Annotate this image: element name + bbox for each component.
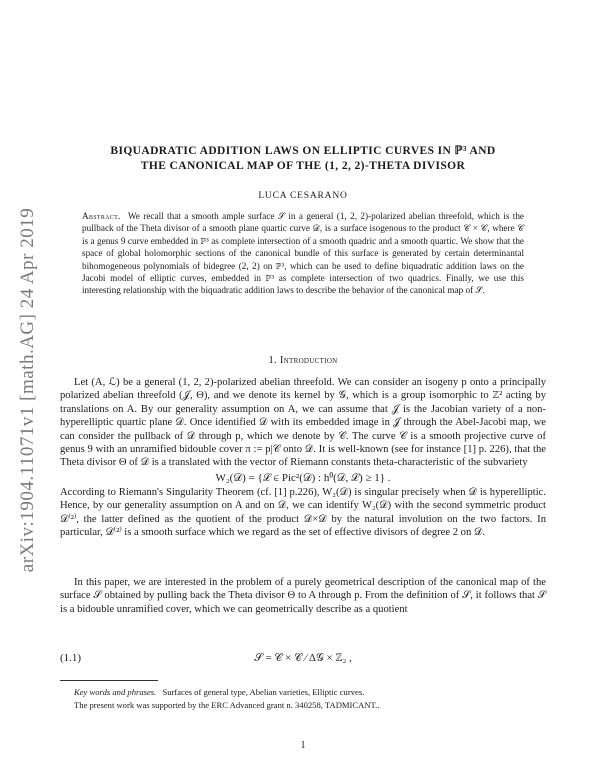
section-heading-introduction — [60, 355, 546, 366]
abstract-label: Abstract. — [82, 211, 121, 221]
display-equation-w2: W₂(𝒟) = {ℒ ∈ Pic²(𝒟) : h⁰(𝒟, ℒ) ≥ 1} . — [215, 472, 391, 484]
section-title: Introduction — [279, 355, 338, 366]
footnote-rule — [60, 680, 158, 681]
paper-title — [60, 144, 546, 174]
display-equation-quotient: 𝒮 = 𝒞 × 𝒞 ⁄ Δ𝒢 × ℤ₂ , — [254, 652, 352, 664]
arxiv-identifier-stamp — [8, 150, 48, 630]
footnote-keywords — [74, 687, 544, 698]
paper-title-line-1: BIQUADRATIC ADDITION LAWS ON ELLIPTIC CURVES IN ℙ³ AND — [110, 145, 496, 157]
abstract-text: We recall that a smooth ample surface 𝒮 in a general (1, 2, 2)-polarized abelian threefold, which is the pullback of the Theta divisor of a smooth plane quartic curve 𝒟, is a surface isogenous to the product 𝒞 × 𝒞, where 𝒞 is a genus 9 curve embedded in ℙ³ as complete intersection of a smooth quadric and a smooth quartic. We show that the space of global holomorphic sections of the canonical bundle of this surface is generated by certain determinantal bihomogeneous polynomials of bidegree (2, 2) on ℙ³, which can be used to define biquadratic addition laws on the Jacobi model of elliptic curves, embedded in ℙ³ as complete intersection of two quadrics. Finally, we use this interesting relationship with the biquadratic addition laws to describe the behavior of the canonical map of 𝒮. — [82, 211, 524, 296]
footnote-support: The present work was supported by the ERC Advanced grant n. 340258, TADMICANT.. — [74, 700, 380, 710]
intro-paragraph-3: In this paper, we are interested in the problem of a purely geometrical description of the canonical map of the surface 𝒮 obtained by pulling back the Theta divisor Θ to A through p. From the definition of 𝒮, it follows that 𝒮 is a bidouble unramified cover, which we can geometrically describe as a quotient — [60, 577, 546, 615]
keywords-text: Surfaces of general type, Abelian varieties, Elliptic curves. — [162, 687, 365, 697]
section-number: 1. — [268, 355, 277, 366]
author-name: LUCA CESARANO — [258, 191, 348, 201]
paper-page — [60, 0, 546, 776]
equation-number: (1.1) — [60, 652, 82, 664]
intro-paragraph-2: According to Riemann's Singularity Theorem (cf. [1] p.226), W₂(𝒟) is singular precisely when 𝒟 is hyperelliptic. Hence, by our generality assumption on A and on 𝒟, we can identify W₂(𝒟) with the second symmetric product 𝒟⁽²⁾, the latter defined as the quotient of the product 𝒟×𝒟 by the natural involution on the two factors. In particular, 𝒟⁽²⁾ is a smooth surface which we regard as the set of effective divisors of degree 2 on 𝒟. — [60, 487, 546, 539]
keywords-label: Key words and phrases. — [74, 687, 157, 697]
abstract — [82, 210, 524, 297]
arxiv-identifier-text: arXiv:1904.11071v1 [math.AG] 24 Apr 2019 — [17, 207, 39, 573]
paper-title-line-2: THE CANONICAL MAP OF THE (1, 2, 2)-THETA DIVISOR — [140, 160, 466, 172]
intro-paragraph-1: Let (A, ℒ) be a general (1, 2, 2)-polarized abelian threefold. We can consider an isogeny p onto a principally polarized abelian threefold (𝒥, Θ), and we denote its kernel by 𝒢, which is a group isomorphic to ℤ² acting by translations on A. By our generality assumption on A, we can assume that 𝒥 is the Jacobian variety of a non-hyperelliptic quartic plane 𝒟. Once identified 𝒟 with its embedded image in 𝒥 through the Abel-Jacobi map, we can consider the pullback of 𝒟 through p, which we denote by 𝒞. The curve 𝒞 is a smooth projective curve of genus 9 with an unramified bidouble cover π := p|𝒞 onto 𝒟. It is well-known (see for instance [1] p. 226), that the Theta divisor Θ of 𝒟 is a translated with the vector of Riemann constants theta-characteristic of the subvariety — [60, 377, 546, 469]
page-number: 1 — [300, 740, 306, 751]
